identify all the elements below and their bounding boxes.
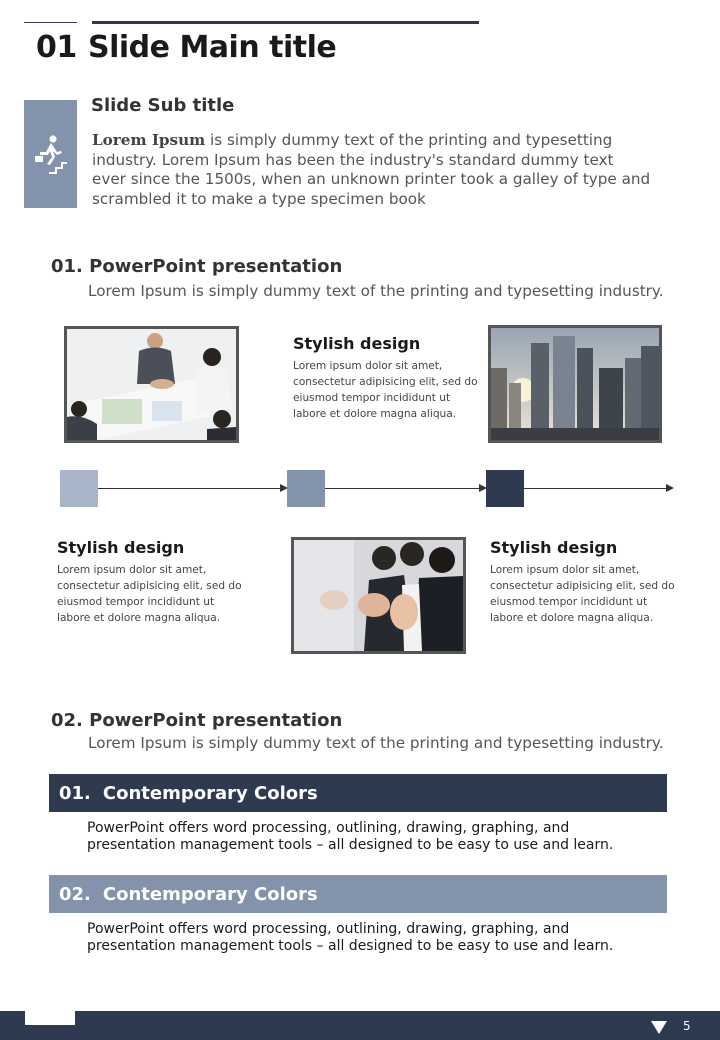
- color-bar-label: Contemporary Colors: [102, 883, 318, 905]
- page-number: 5: [683, 1019, 691, 1033]
- intro-body-bold: Lorem Ipsum: [92, 131, 206, 149]
- card-title: Stylish design: [490, 538, 618, 557]
- arrow-right-icon: [666, 484, 674, 492]
- color-bar-label: Contemporary Colors: [102, 782, 318, 804]
- color-bar-number: 01.: [59, 782, 91, 804]
- card-title: Stylish design: [293, 334, 421, 353]
- section2-subtext: Lorem Ipsum is simply dummy text of the printing and typesetting industry.: [88, 734, 664, 752]
- color-bar-number: 02.: [59, 883, 91, 905]
- header-rule-short: [24, 22, 77, 23]
- slide-title: Slide Main title: [88, 30, 337, 65]
- timeline-connector: [325, 488, 479, 489]
- section1-subtext: Lorem Ipsum is simply dummy text of the printing and typesetting industry.: [88, 282, 664, 300]
- color-bar-1: [49, 774, 667, 812]
- section1-heading: 01. PowerPoint presentation: [51, 256, 343, 277]
- card-text: Lorem ipsum dolor sit amet, consectetur adipisicing elit, sed do eiusmod tempor incididunt ut labore et dolore magna aliqua.: [57, 564, 242, 624]
- timeline-marker-3: [486, 470, 524, 507]
- card-text: Lorem ipsum dolor sit amet, consectetur adipisicing elit, sed do eiusmod tempor incididunt ut labore et dolore magna aliqua.: [490, 564, 675, 624]
- color-bar-2: [49, 875, 667, 913]
- city-skyline-photo: [488, 325, 662, 443]
- intro-sub-title: Slide Sub title: [91, 95, 235, 116]
- intro-body: [92, 131, 652, 209]
- person-climbing-stairs-icon: [29, 132, 73, 176]
- header-rule-long: [92, 21, 479, 24]
- intro-icon-box: [24, 100, 77, 208]
- timeline-connector: [98, 488, 280, 489]
- timeline-marker-2: [287, 470, 325, 507]
- team-meeting-photo: [64, 326, 239, 443]
- triangle-down-icon: [651, 1021, 667, 1034]
- timeline-marker-1: [60, 470, 98, 507]
- timeline-connector: [524, 488, 666, 489]
- card-text: Lorem ipsum dolor sit amet, consectetur adipisicing elit, sed do eiusmod tempor incididunt ut labore et dolore magna aliqua.: [293, 360, 478, 420]
- footer-bar: [0, 1011, 720, 1040]
- card-title: Stylish design: [57, 538, 185, 557]
- slide-number: 01: [36, 30, 77, 65]
- color-bar-text: PowerPoint offers word processing, outlining, drawing, graphing, and presentation management tools – all designed to be easy to use and learn.: [87, 921, 614, 954]
- color-bar-text: PowerPoint offers word processing, outlining, drawing, graphing, and presentation management tools – all designed to be easy to use and learn.: [87, 820, 614, 853]
- footer-tab: [25, 1011, 75, 1025]
- section2-heading: 02. PowerPoint presentation: [51, 710, 343, 731]
- audience-clapping-photo: [291, 537, 466, 654]
- intro-body-text: is simply dummy text of the printing and typesetting industry. Lorem Ipsum has been the industry's standard dummy text ever since the 1500s, when an unknown printer took a galley of type and scrambled it to make a type specimen book: [92, 131, 651, 208]
